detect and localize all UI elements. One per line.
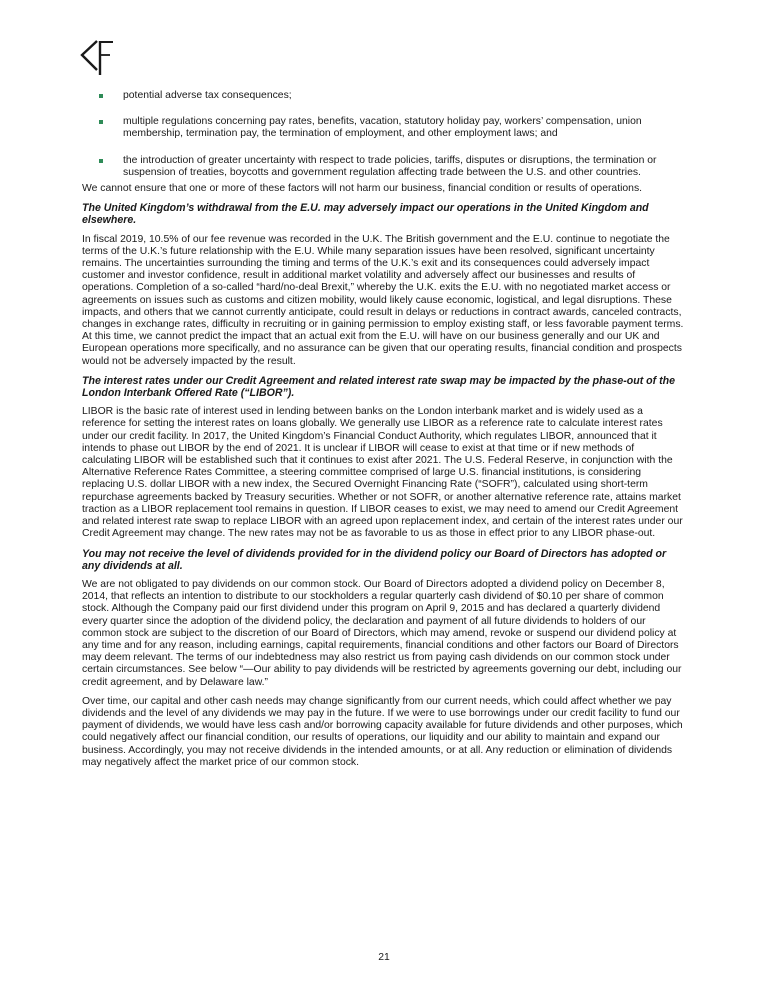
bullet-item — [82, 155, 686, 179]
section-paragraph: Over time, our capital and other cash needs may change significantly from our current needs, which could affect whether we pay dividends and the level of any dividends we may pay in the future. If we were to use borrowings under our credit facility to fund our payment of dividends, we would have less cash and/or borrowing capacity available for future dividends and other purposes, which could negatively affect our financial condition, our results of operations, our liquidity and our ability to maintain and expand our business. Accordingly, you may not receive dividends in the intended amounts, or at all. Any reduction or elimination of dividends may negatively affect the market price of our common stock. — [82, 695, 683, 768]
section-paragraph: In fiscal 2019, 10.5% of our fee revenue was recorded in the U.K. The British government and the E.U. continue to negotiate the terms of the U.K.’s future relationship with the E.U. While many separation issues have been resolved, significant uncertainty remains. The uncertainties surrounding the timing and terms of the U.K.’s exit and its consequences could adversely impact customer and investor confidence, result in additional market volatility and adversely affect our businesses and results of operations. Completion of a so-called “hard/no-deal Brexit,” whereby the U.K. exits the E.U. with no negotiated market access or agreements on issues such as customs and citizen mobility, would likely cause economic, logistical, and legal disruptions. These impacts, and others that we cannot currently anticipate, could result in delays or reductions in contract awards, canceled contracts, changes in exchange rates, difficulty in recruiting or in gaining permission to employ existing staff, or less favorable payment terms. At this time, we cannot predict the impact that an actual exit from the E.U. will have on our business generally and our UK and European operations more specifically, and no assurance can be given that our operating results, financial condition and prospects would not be adversely impacted by the result. — [82, 233, 684, 367]
section-paragraph: LIBOR is the basic rate of interest used in lending between banks on the London interbank market and is widely used as a reference for setting the interest rates on loans globally. We generally use LIBOR as a reference rate to calculate interest rates under our credit facility. In 2017, the United Kingdom’s Financial Conduct Authority, which regulates LIBOR, announced that it intends to phase out LIBOR by the end of 2021. It is unclear if LIBOR will cease to exist at that time or if new methods of calculating LIBOR will be established such that it continues to exist after 2021. The U.S. Federal Reserve, in conjunction with the Alternative Reference Rates Committee, a steering committee comprised of large U.S. financial institutions, is considering replacing U.S. dollar LIBOR with a new index, the Secured Overnight Financing Rate (“SOFR”), calculated using short-term repurchase agreements backed by Treasury securities. Whether or not SOFR, or another alternative reference rate, attains market traction as a LIBOR replacement tool remains in question. If LIBOR ceases to exist, we may need to amend our Credit Agreement and related interest rate swap to replace LIBOR with an agreed upon replacement index, and certain of the interest rates under our Credit Agreement may change. The new rates may not be as favorable to us as those in effect prior to any LIBOR phase-out. — [82, 406, 683, 540]
page-number: 21 — [378, 952, 390, 963]
bullet-item — [82, 90, 686, 102]
section-paragraph: We are not obligated to pay dividends on our common stock. Our Board of Directors adopted a dividend policy on December 8, 2014, that reflects an intention to distribute to our stockholders a regular quarterly cash dividend of $0.10 per share of common stock. Although the Company paid our first dividend under this program on April 9, 2015 and has declared a quarterly dividend every quarter since the adoption of the dividend policy, the declaration and payment of all future dividends to holders of our common stock are subject to the discretion of our Board of Directors, which may amend, revoke or suspend our dividend policy at any time and for any reason, including earnings, capital requirements, financial conditions and other factors our Board of Directors may deem relevant. The terms of our indebtedness may also restrict us from paying cash dividends on our common stock under certain circumstances. See below “—Our ability to pay dividends will be restricted by agreements governing our debt, including our credit agreement, and by Delaware law.” — [82, 578, 682, 688]
document-body — [82, 90, 686, 776]
section-heading-libor: The interest rates under our Credit Agreement and related interest rate swap may be impacted by the phase-out of the London Interbank Offered Rate (“LIBOR”). — [82, 374, 675, 400]
bullet-square-icon — [99, 94, 103, 98]
bullet-square-icon — [99, 120, 103, 124]
bullet-square-icon — [99, 159, 103, 163]
bullet-text: the introduction of greater uncertainty with respect to trade policies, tariffs, disputes or disruptions, the termination or suspension of treaties, boycotts and government regulation affecting trade between the U.S. and other countries. — [123, 154, 657, 178]
section-heading-brexit: The United Kingdom’s withdrawal from the E.U. may adversely impact our operations in the United Kingdom and elsewhere. — [82, 202, 649, 227]
bullet-text: multiple regulations concerning pay rates, benefits, vacation, statutory holiday pay, workers’ compensation, union membership, termination pay, the termination of employment, and other employment laws; and — [123, 116, 642, 140]
risk-bullet-list — [82, 90, 686, 179]
section-heading-dividends: You may not receive the level of dividends provided for in the dividend policy our Board of Directors has adopted or any dividends at all. — [82, 547, 667, 572]
bullet-text: potential adverse tax consequences; — [123, 90, 292, 101]
kf-logo-graphic — [80, 40, 120, 76]
kf-logo-icon — [80, 40, 120, 76]
bullet-item — [82, 116, 686, 140]
intro-paragraph: We cannot ensure that one or more of these factors will not harm our business, financial condition or results of operations. — [82, 183, 643, 195]
